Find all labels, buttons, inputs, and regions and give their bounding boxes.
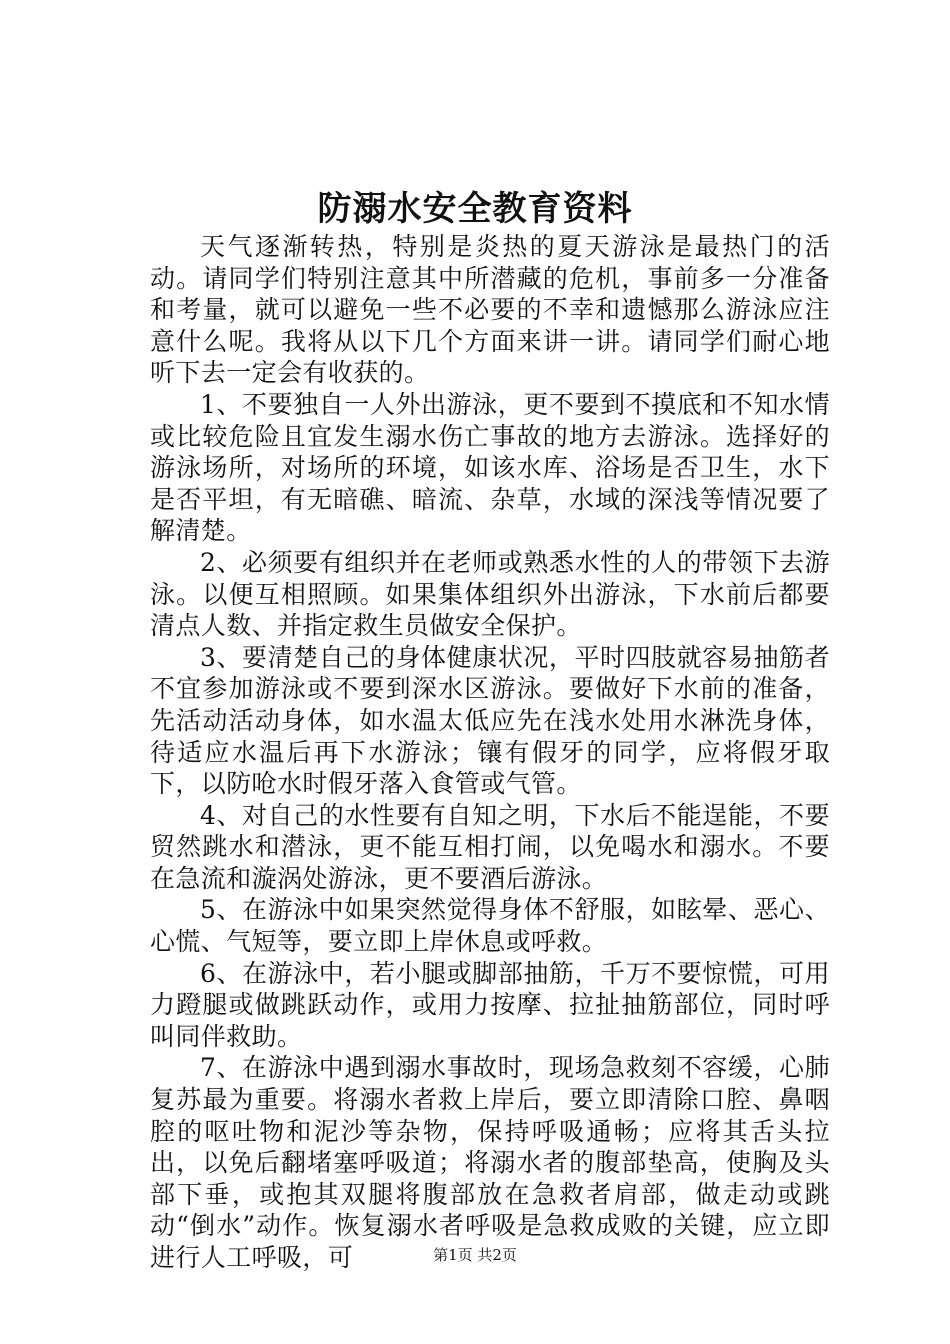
paragraph-item-5: 5、在游泳中如果突然觉得身体不舒服，如眩晕、恶心、心慌、气短等，要立即上岸休息或呼救。 [150, 895, 830, 957]
paragraph-intro: 天气逐渐转热，特别是炎热的夏天游泳是最热门的活动。请同学们特别注意其中所潜藏的危机，事前多一分准备和考量，就可以避免一些不必要的不幸和遗憾那么游泳应注意什么呢。我将从以下几个方面来讲一讲。请同学们耐心地听下去一定会有收获的。 [150, 232, 830, 388]
document-title: 防溺水安全教育资料 [317, 189, 633, 229]
paragraph-item-7: 7、在游泳中遇到溺水事故时，现场急救刻不容缓，心肺复苏最为重要。将溺水者救上岸后，要立即清除口腔、鼻咽腔的呕吐物和泥沙等杂物，保持呼吸通畅；应将其舌头拉出，以免后翻堵塞呼吸道；将溺水者的腹部垫高，使胸及头部下垂，或抱其双腿将腹部放在急救者肩部，做走动或跳动“倒水”动作。恢复溺水者呼吸是急救成败的关键，应立即进行人工呼吸，可 [150, 1053, 830, 1272]
paragraph-item-1: 1、不要独自一人外出游泳，更不要到不摸底和不知水情或比较危险且宜发生溺水伤亡事故的地方去游泳。选择好的游泳场所，对场所的环境，如该水库、浴场是否卫生，水下是否平坦，有无暗礁、暗流、杂草，水域的深浅等情况要了解清楚。 [150, 389, 830, 546]
paragraph-item-4: 4、对自己的水性要有自知之明，下水后不能逞能，不要贸然跳水和潜泳，更不能互相打闹，以免喝水和溺水。不要在急流和漩涡处游泳，更不要酒后游泳。 [150, 800, 830, 893]
paragraph-item-3: 3、要清楚自己的身体健康状况，平时四肢就容易抽筋者不宜参加游泳或不要到深水区游泳。要做好下水前的准备，先活动活动身体，如水温太低应先在浅水处用水淋洗身体，待适应水温后再下水游泳；镶有假牙的同学，应将假牙取下，以防呛水时假牙落入食管或气管。 [150, 642, 830, 799]
document-body [150, 231, 830, 1274]
page-number-footer: 第1页 共2页 [433, 1246, 517, 1264]
paragraph-item-6: 6、在游泳中，若小腿或脚部抽筋，千万不要惊慌，可用力蹬腿或做跳跃动作，或用力按摩、拉扯抽筋部位，同时呼叫同伴救助。 [150, 958, 830, 1051]
paragraph-item-2: 2、必须要有组织并在老师或熟悉水性的人的带领下去游泳。以便互相照顾。如果集体组织外出游泳，下水前后都要清点人数、并指定救生员做安全保护。 [150, 547, 830, 641]
